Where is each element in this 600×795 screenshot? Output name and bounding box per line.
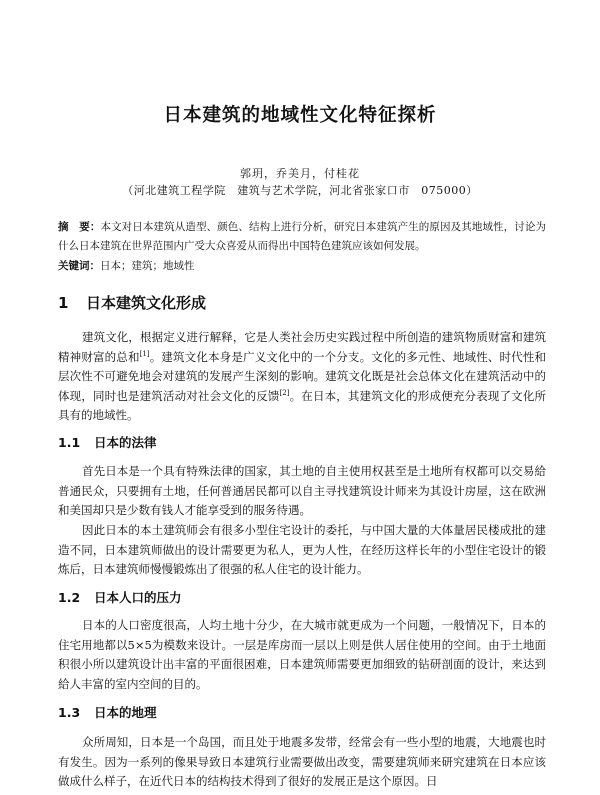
section-1-text-b: 。建筑文化本身是广义文化中的一个分支。文化的多元性、地域性、时代性和层次性不可避免地会对建筑的发展产生深刻的影响。建筑文化既是社会总体文化在建筑活动中的体现，同时也是建筑活动对社会文化的反馈 (58, 349, 546, 403)
section-1-1-number: 1.1 (58, 435, 81, 450)
keywords-text: 日本；建筑；地域性 (100, 260, 195, 272)
section-1-1-paragraph-1: 首先日本是一个具有特殊法律的国家，其土地的自主使用权甚至是土地所有权都可以交易給普通民众，只要拥有土地，任何普通居民都可以自主寻找建筑设计师来为其设计房屋，这在欧洲和美国却只是少数有钱人才能享受到的服务待遇。 (58, 464, 546, 517)
section-1-2-heading (58, 588, 182, 606)
citation-1[interactable]: [1] (139, 349, 150, 358)
section-1-1-paragraph-2: 因此日本的本土建筑师会有很多小型住宅设计的委托，与中国大量的大体量居民楼成批的建造不同，日本建筑师做出的设计需要更为私人，更为人性，在经历这样长年的小型住宅设计的锻炼后，日本建筑师慢慢锻炼出了很强的私人住宅的设计能力。 (58, 523, 546, 576)
section-1-3-paragraph: 众所周知，日本是一个岛国，而且处于地震多发带，经常会有一些小型的地震，大地震也时有发生。因为一系列的像果导致日本建筑行业需要做出改变，需要建筑师来研究建筑在日本应该做成什么样子，在近代日本的结构技术得到了很好的发展正是这个原因。日 (58, 735, 546, 788)
citation-2[interactable]: [2] (279, 388, 290, 397)
section-1-1-title: 日本的法律 (94, 435, 157, 450)
abstract (58, 218, 546, 256)
section-1-2-paragraph: 日本的人口密度很高，人均土地十分少，在大城市就更成为一个问题，一般情况下，日本的住宅用地都以5×5为模数来设计。一层是库房而一层以上则是供人居住使用的空间。由于土地面积很小所以建筑设计出丰富的平面很困难，日本建筑师需要更加细致的钻研剖面的设计，来达到給人丰富的室内空间的目的。 (58, 618, 546, 691)
section-1-title: 日本建筑文化形成 (86, 294, 207, 312)
section-1-text-a: 建筑文化，根据定义进行解释，它是人类社会历史实践过程中所创造的建筑物质财富和建筑精神财富的总和 (58, 330, 546, 364)
paper-title: 日本建筑的地域性文化特征探析 (163, 105, 437, 126)
section-1-2-number: 1.2 (58, 590, 81, 605)
section-1-text-c: 。在日本，其建筑文化的形成便充分表现了文化所具有的地域性。 (58, 388, 546, 422)
affiliation: （河北建筑工程学院 建筑与艺术学院，河北省张家口市 075000） (122, 184, 478, 197)
keywords (58, 257, 546, 276)
section-1-1-heading (58, 433, 157, 451)
section-1-2-title: 日本人口的压力 (94, 590, 182, 605)
section-1-3-title: 日本的地理 (94, 705, 157, 720)
keywords-label: 关键词： (58, 260, 100, 272)
section-1-number: 1 (58, 294, 69, 312)
authors: 郭玥，乔美月，付桂花 (240, 167, 360, 180)
section-1-heading (58, 292, 206, 313)
abstract-text: 本文对日本建筑从造型、颜色、结构上进行分析，研究日本建筑产生的原因及其地域性，讨论为什么日本建筑在世界范围内广受大众喜爱从而得出中国特色建筑应该如何发展。 (58, 221, 547, 252)
abstract-label: 摘 要： (58, 221, 101, 233)
section-1-paragraph (58, 328, 546, 426)
section-1-3-heading (58, 703, 157, 721)
section-1-3-number: 1.3 (58, 705, 81, 720)
